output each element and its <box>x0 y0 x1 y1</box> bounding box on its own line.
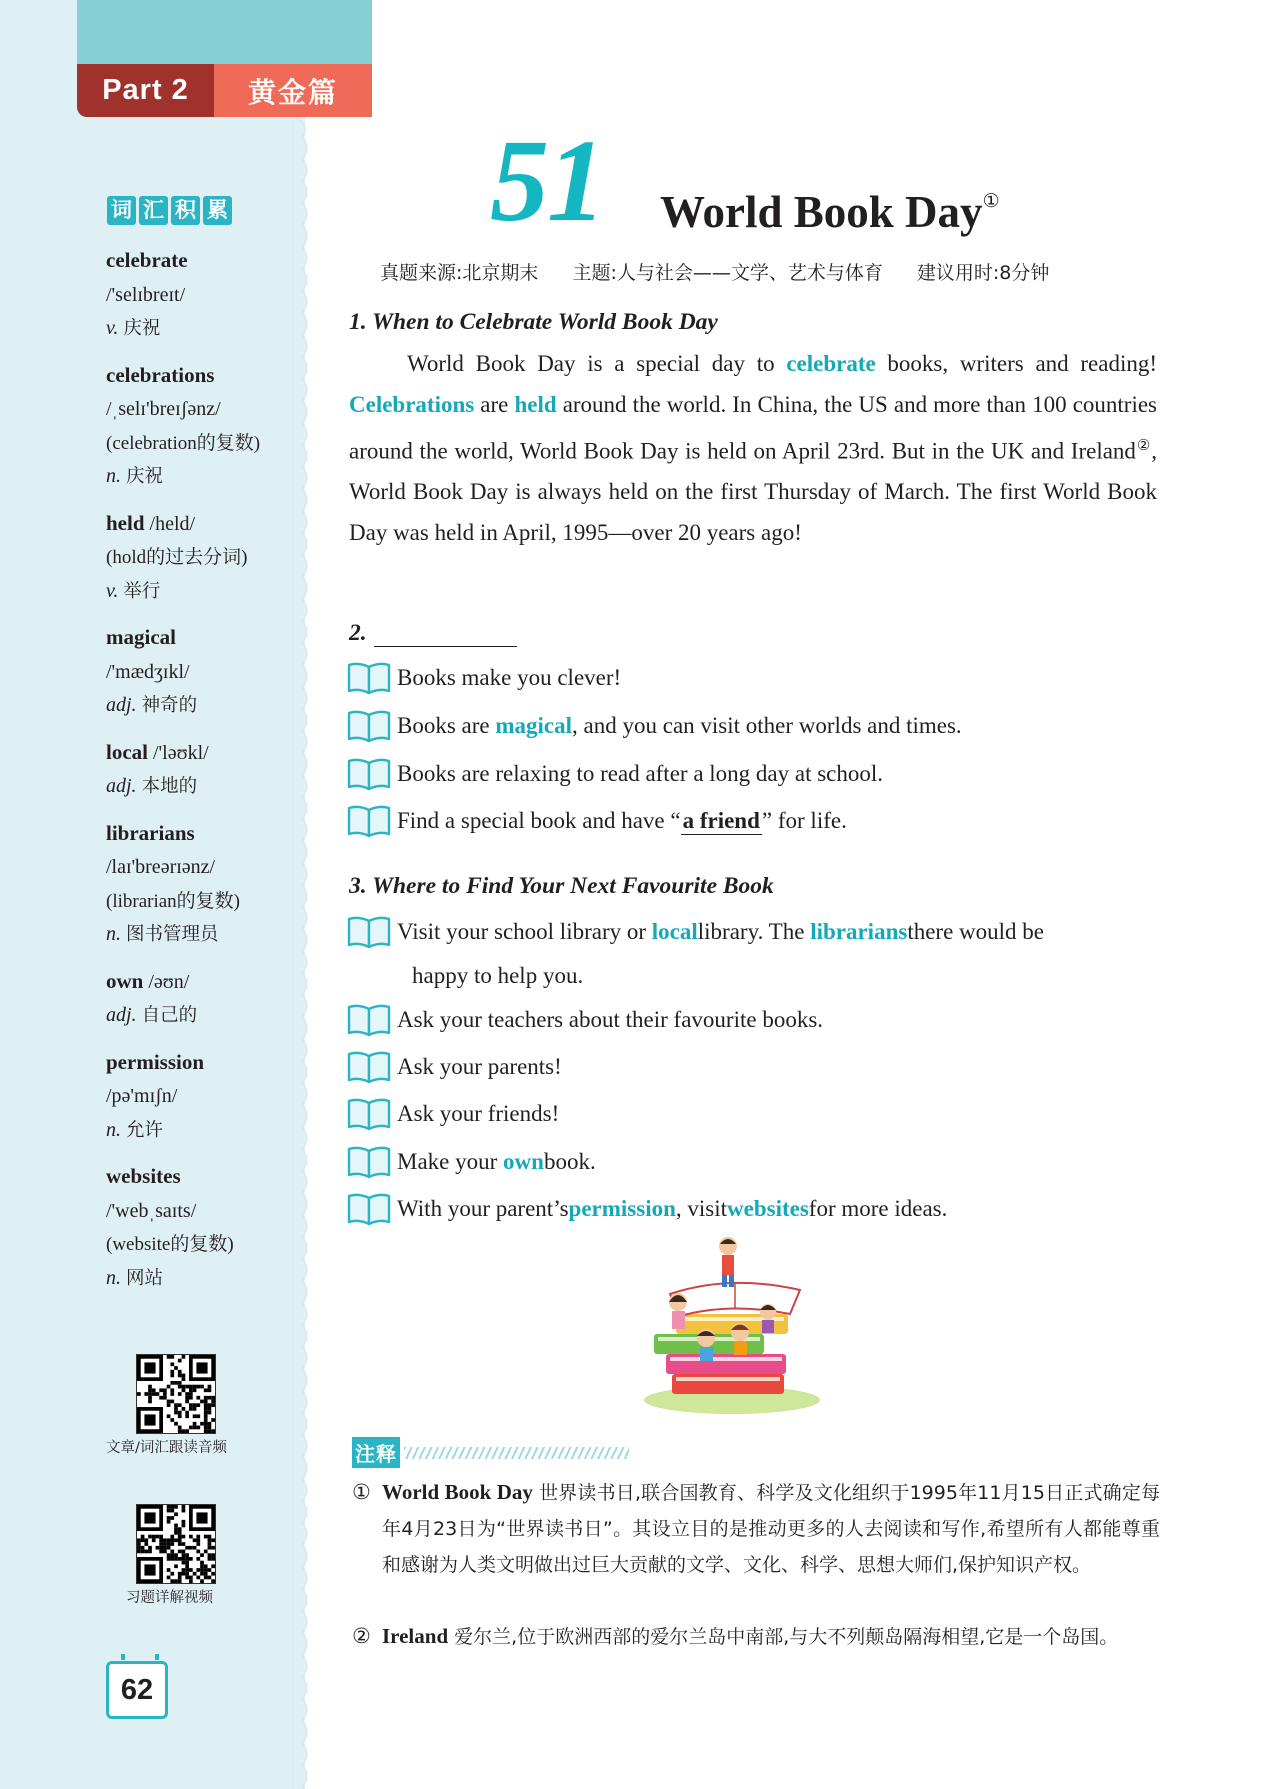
list-item <box>347 754 883 794</box>
list-item-text: happy to help you. <box>412 963 584 988</box>
vocab-word: websites <box>106 1164 181 1188</box>
list-item <box>347 801 847 841</box>
list-item-text: for more ideas. <box>808 1196 948 1221</box>
vocab-pos: n. <box>106 1118 121 1141</box>
footnote-mark[interactable]: ② <box>1135 437 1152 454</box>
text: are <box>474 391 515 417</box>
meta-line <box>380 258 1077 285</box>
vocab-meaning: 自己的 <box>141 1005 198 1026</box>
vocab-note: (librarian的复数) <box>106 890 241 912</box>
text: books, writers and reading! <box>875 351 1157 376</box>
vocab-pos: adj. <box>106 1004 137 1026</box>
text: World Book Day is a special day to <box>407 351 787 376</box>
section-1-heading: 1. When to Celebrate World Book Day <box>349 309 718 335</box>
footnote-term: Ireland <box>382 1624 449 1648</box>
footnote-number: ① <box>352 1480 371 1504</box>
vocab-pos: adj. <box>106 694 137 716</box>
unit-number: 51 <box>490 115 604 246</box>
qr-caption-audio: 文章/词汇跟读音频 <box>106 1440 227 1456</box>
meta-time: 建议用时:8分钟 <box>916 262 1050 284</box>
footnote-term: World Book Day <box>382 1480 533 1504</box>
keyword-celebrations: Celebrations <box>349 391 475 417</box>
text: , World Book Day is always held on the first Thursday of March. The first World Book Day was held in April, 1995—over 20 years ago! <box>349 438 1158 545</box>
list-item <box>347 1000 823 1040</box>
vocab-meaning: 庆祝 <box>126 466 164 487</box>
list-item-text: there would be <box>907 919 1044 944</box>
qr-code-video-icon[interactable] <box>136 1504 216 1584</box>
vocab-note: (website的复数) <box>106 1234 234 1255</box>
children-on-books-illustration <box>640 1232 825 1414</box>
vocab-pos: n. <box>106 923 121 945</box>
list-item-text: Make your <box>397 1149 498 1174</box>
vocab-pos: n. <box>106 465 121 487</box>
vocab-entry <box>106 621 306 723</box>
list-item-text: Ask your parents! <box>397 1054 562 1079</box>
open-book-icon <box>347 1050 391 1084</box>
list-item-text: ” for life. <box>761 808 847 833</box>
list-item-text: Ask your friends! <box>397 1101 560 1126</box>
vocab-meaning: 本地的 <box>141 776 198 797</box>
vocab-ipa: /'selɪbreɪt/ <box>106 283 186 306</box>
vocab-entry <box>106 965 306 1033</box>
vocab-word: permission <box>106 1049 205 1074</box>
article-title-text: World Book Day <box>660 187 983 237</box>
keyword-celebrate: celebrate <box>786 351 876 376</box>
list-item-text: Ask your teachers about their favourite books. <box>397 1007 824 1032</box>
vocab-word: celebrations <box>106 362 215 387</box>
vocab-word: local <box>106 739 148 764</box>
open-book-icon <box>347 661 391 695</box>
vocab-entry <box>106 736 306 804</box>
footnote-1 <box>352 1474 1160 1583</box>
vocab-ipa: /held/ <box>149 512 196 535</box>
list-item <box>347 658 621 698</box>
vocab-pos: v. <box>106 579 119 602</box>
vocab-note: (hold的过去分词) <box>106 547 248 568</box>
open-book-icon <box>347 915 391 949</box>
vocab-ipa: /əʊn/ <box>148 970 190 993</box>
vocab-entry <box>106 1160 306 1295</box>
vocab-meaning: 举行 <box>123 580 161 602</box>
meta-topic: 主题:人与社会——文学、艺术与体育 <box>572 262 883 284</box>
vocab-heading <box>107 196 232 225</box>
vocab-ipa: /pə'mɪʃn/ <box>106 1085 178 1107</box>
list-item-text: With your parent’s <box>397 1196 569 1221</box>
footnote-text: 世界读书日,联合国教育、科学及文化组织于1995年11月15日正式确定每年4月23日为“世界读书日”。其设立目的是推动更多的人去阅读和写作,希望所有人都能尊重和感谢为人类文明做出过巨大贡献的文学、文化、科学、思想大师们,保护知识产权。 <box>382 1482 1160 1576</box>
vocab-entry <box>106 507 306 609</box>
qr-caption-video: 习题详解视频 <box>126 1590 213 1606</box>
keyword-held: held <box>514 391 557 417</box>
vocab-note: (celebration的复数) <box>106 432 261 454</box>
keyword-own: own <box>503 1149 544 1174</box>
vocab-meaning: 网站 <box>126 1267 164 1289</box>
header-tab-top <box>77 0 372 66</box>
open-book-icon <box>347 1003 391 1037</box>
vocab-word: held <box>106 510 145 535</box>
keyword-librarians: librarians <box>810 919 908 944</box>
vocab-heading-char: 累 <box>203 196 232 225</box>
open-book-icon <box>347 1192 391 1226</box>
list-item-text: , and you can visit other worlds and times. <box>572 713 962 738</box>
open-book-icon <box>347 709 391 743</box>
vocab-word: own <box>106 968 144 993</box>
article-title <box>660 186 1000 238</box>
vocab-ipa: /ˌselɪ'breɪʃənz/ <box>106 398 221 420</box>
footnote-2 <box>352 1618 1160 1655</box>
vocab-heading-char: 汇 <box>139 196 168 225</box>
list-item-text: Books make you clever! <box>397 665 622 690</box>
vocab-meaning: 图书管理员 <box>126 924 219 945</box>
list-item-text: Visit your school library or <box>397 919 647 944</box>
page-number: 62 <box>106 1661 168 1719</box>
vocab-ipa: /laɪ'breərɪənz/ <box>106 856 216 878</box>
vocab-entry <box>106 359 306 494</box>
vocab-ipa: /'webˌsaɪts/ <box>106 1199 197 1222</box>
vocab-pos: n. <box>106 1266 121 1289</box>
underlined-phrase: a friend <box>682 807 760 833</box>
text: around the world. In China, the US and more than 100 countries around the world, World Book Day is held on April 23rd. But in the UK and Ireland <box>349 391 1157 464</box>
part-name: 黄金篇 <box>214 64 372 117</box>
list-item <box>347 706 962 746</box>
section-3-heading: 3. Where to Find Your Next Favourite Book <box>349 873 774 899</box>
vocab-entry <box>106 244 306 346</box>
notes-heading <box>352 1437 629 1468</box>
section-1-paragraph <box>349 344 1157 554</box>
qr-code-audio-icon[interactable] <box>136 1354 216 1434</box>
part-tab <box>77 64 372 117</box>
vocab-word: magical <box>106 625 176 649</box>
vocab-word: celebrate <box>106 248 188 272</box>
vocab-heading-char: 词 <box>107 196 136 225</box>
vocab-word: librarians <box>106 820 195 845</box>
vocab-meaning: 庆祝 <box>123 318 161 339</box>
list-item-text: book. <box>543 1149 596 1174</box>
list-item-continued <box>412 956 583 996</box>
list-item-text: Find a special book and have “ <box>397 808 681 833</box>
open-book-icon <box>347 804 391 838</box>
list-item <box>347 1142 596 1182</box>
keyword-local: local <box>651 919 698 944</box>
vocab-pos: v. <box>106 317 119 339</box>
list-item <box>347 1094 559 1134</box>
vocab-ipa: /'mædʒɪkl/ <box>106 660 190 683</box>
list-item-text: library. The <box>697 919 805 944</box>
footnote-text: 爱尔兰,位于欧洲西部的爱尔兰岛中南部,与大不列颠岛隔海相望,它是一个岛国。 <box>448 1626 1119 1648</box>
notes-heading-label: 注释 <box>352 1437 400 1468</box>
list-item <box>347 1047 562 1087</box>
list-item-text: , visit <box>675 1196 728 1221</box>
list-item <box>347 1189 947 1229</box>
open-book-icon <box>347 757 391 791</box>
vocab-meaning: 允许 <box>126 1119 164 1141</box>
section-2-heading: 2. <box>349 620 367 646</box>
vocab-entry <box>106 1046 306 1148</box>
keyword-magical: magical <box>495 713 573 738</box>
footnote-mark[interactable]: ① <box>982 191 1000 212</box>
keyword-permission: permission <box>568 1196 676 1221</box>
open-book-icon <box>347 1145 391 1179</box>
keyword-websites: websites <box>727 1196 809 1221</box>
vocab-heading-char: 积 <box>171 196 200 225</box>
notes-heading-stripes <box>404 1447 629 1459</box>
answer-blank[interactable] <box>374 646 517 647</box>
list-item-text: Books are <box>397 713 490 738</box>
footnote-number: ② <box>352 1624 371 1648</box>
vocab-pos: adj. <box>106 775 137 797</box>
meta-source: 真题来源:北京期末 <box>380 262 539 284</box>
part-label: Part 2 <box>77 64 214 117</box>
vocab-entry <box>106 817 306 952</box>
vocab-list <box>106 244 306 1308</box>
vocab-ipa: /'ləʊkl/ <box>153 741 209 764</box>
open-book-icon <box>347 1097 391 1131</box>
list-item <box>347 912 1044 952</box>
vocab-meaning: 神奇的 <box>141 695 198 716</box>
list-item-text: Books are relaxing to read after a long day at school. <box>397 761 884 786</box>
